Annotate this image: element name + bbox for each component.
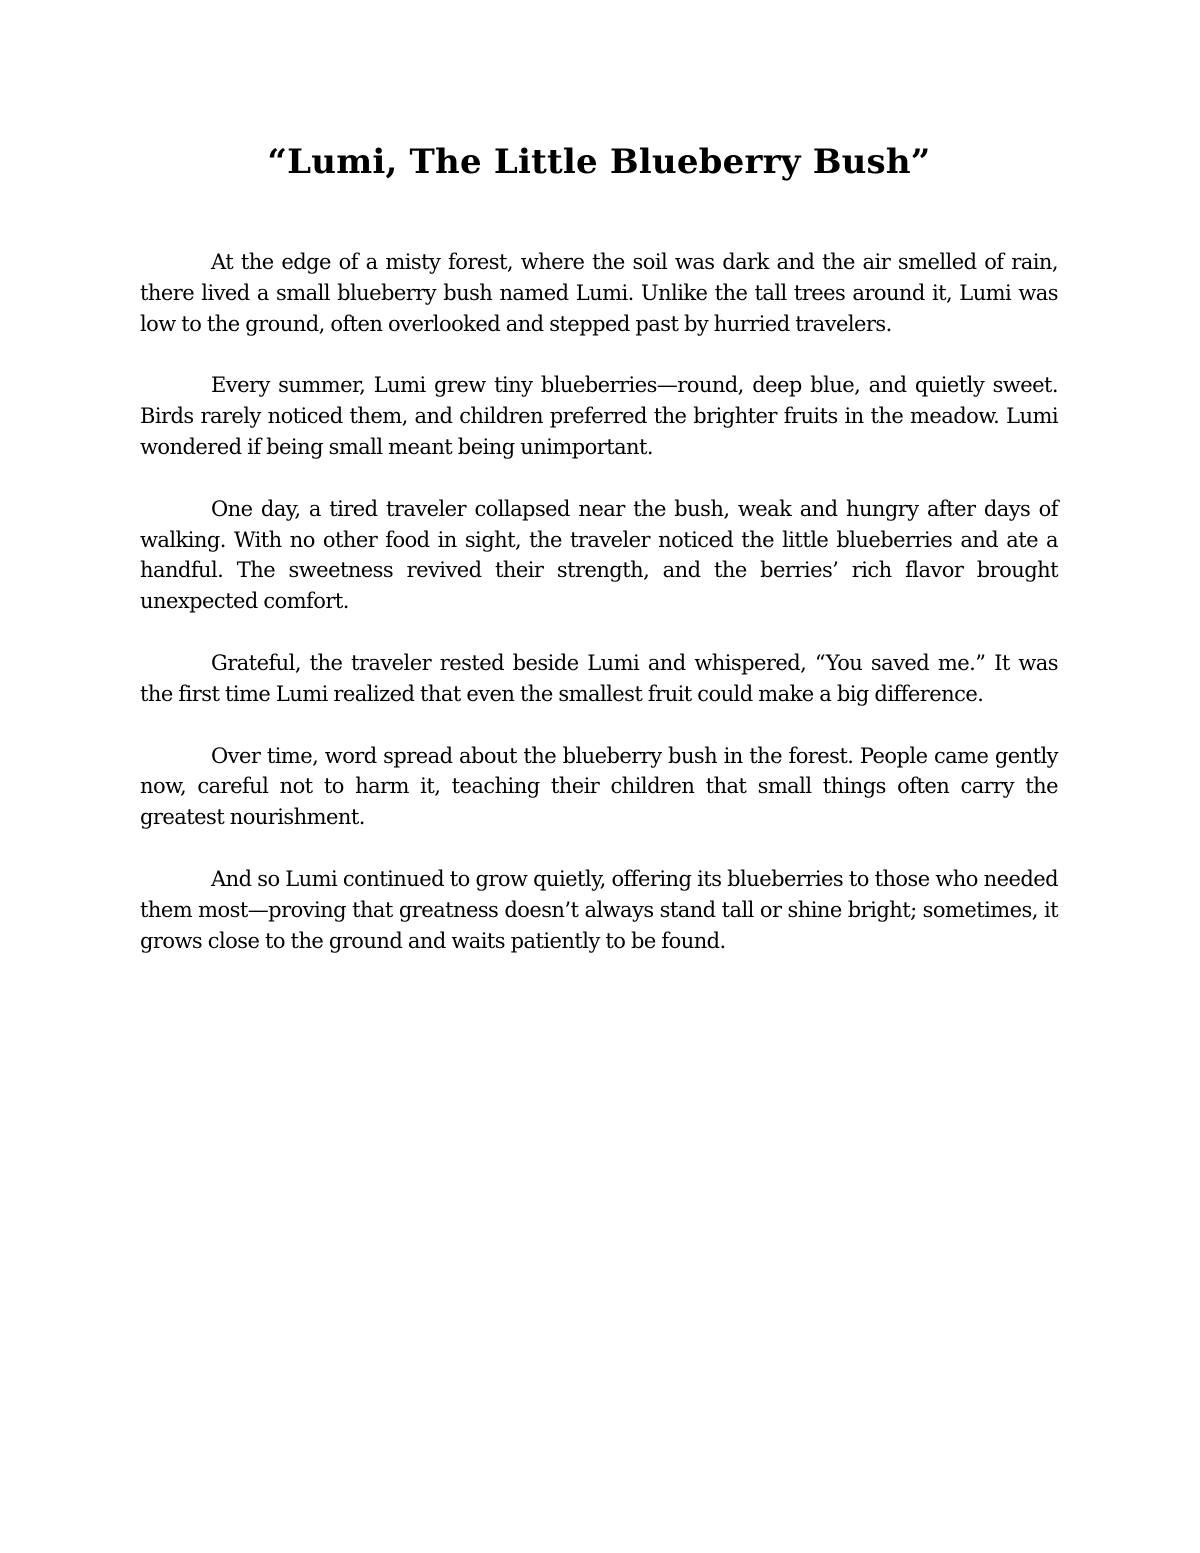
paragraph: Over time, word spread about the blueberry bush in the forest. People came gently now, careful not to harm it, teaching their children that small things often carry the greatest nourishment. [140,743,1058,830]
paragraph: And so Lumi continued to grow quietly, offering its blueberries to those who needed them most—proving that greatness doesn’t always stand tall or shine bright; sometimes, it grows close to the ground and waits patiently to be found. [140,866,1058,953]
paragraph: Grateful, the traveler rested beside Lumi and whispered, “You saved me.” It was the first time Lumi realized that even the smallest fruit could make a big difference. [140,650,1058,706]
paragraph: One day, a tired traveler collapsed near the bush, weak and hungry after days of walking. With no other food in sight, the traveler noticed the little blueberries and ate a handful. The sweetness revived their strength, and the berries’ rich flavor brought unexpected comfort. [140,496,1058,614]
document-body [140,247,1058,987]
paragraph: Every summer, Lumi grew tiny blueberries—round, deep blue, and quietly sweet. Birds rarely noticed them, and children preferred the brighter fruits in the meadow. Lumi wondered if being small meant being unimportant. [140,373,1058,459]
paragraph: At the edge of a misty forest, where the soil was dark and the air smelled of rain, there lived a small blueberry bush named Lumi. Unlike the tall trees around it, Lumi was low to the ground, often overlooked and stepped past by hurried travelers. [140,250,1058,336]
document-title: “Lumi, The Little Blueberry Bush” [267,142,931,182]
